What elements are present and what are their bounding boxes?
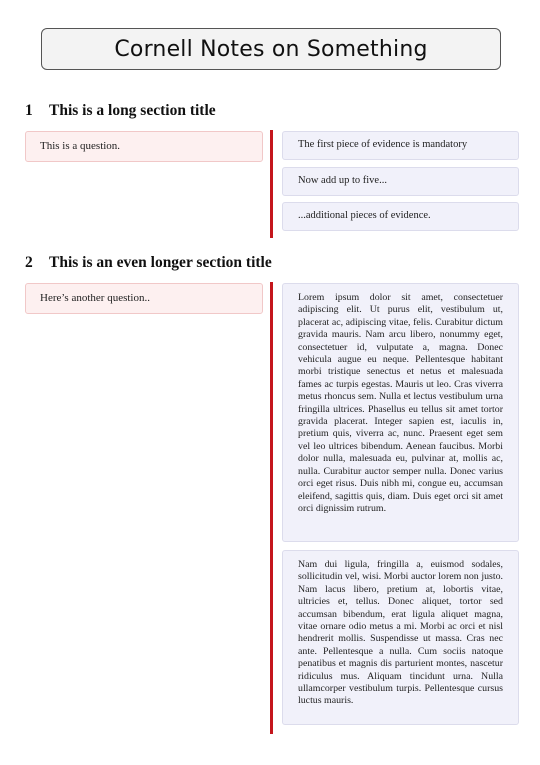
- section-title: This is a long section title: [49, 102, 216, 119]
- evidence-box: Now add up to five...: [282, 167, 519, 196]
- section-heading-1: [25, 102, 216, 120]
- evidence-paragraph: Nam dui ligula, fringilla a, euismod sodales, sollicitudin vel, wisi. Morbi auctor lorem non justo. Nam lacus libero, pretium at, lobortis vitae, ultricies et, tellus. Donec aliquet, tortor sed accumsan bibendum, erat ligula aliquet magna, vitae ornare odio metus a mi. Morbi ac orci et nisl hendrerit mollis. Suspendisse ut massa. Cras nec ante. Pellentesque a nulla. Cum sociis natoque penatibus et magnis dis parturient montes, nascetur ridiculus mus. Aliquam tincidunt urna. Nulla ullamcorper vestibulum turpis. Pellentesque cursus luctus mauris.: [282, 550, 519, 725]
- evidence-paragraph: Lorem ipsum dolor sit amet, consectetuer adipiscing elit. Ut purus elit, vestibulum ut, placerat ac, adipiscing vitae, felis. Curabitur dictum gravida mauris. Nam arcu libero, nonummy eget, consectetuer id, vulputate a, magna. Donec vehicula augue eu neque. Pellentesque habitant morbi tristique senectus et netus et malesuada fames ac turpis egestas. Mauris ut leo. Cras viverra metus rhoncus sem. Nulla et lectus vestibulum urna fringilla ultrices. Phasellus eu tellus sit amet tortor gravida placerat. Integer sapien est, iaculis in, pretium quis, viverra ac, nunc. Praesent eget sem vel leo ultrices bibendum. Aenean faucibus. Morbi dolor nulla, malesuada eu, pulvinar at, mollis ac, nulla. Curabitur auctor semper nulla. Donec varius orci eget risus. Duis nibh mi, congue eu, accumsan eleifend, sagittis quis, diam. Duis eget orci sit amet orci dignissim rutrum.: [282, 283, 519, 542]
- section-title: This is an even longer section title: [49, 254, 272, 271]
- section-number: 1: [25, 102, 33, 119]
- cornell-divider-line: [270, 282, 273, 734]
- question-box: This is a question.: [25, 131, 263, 162]
- section-heading-2: [25, 254, 272, 272]
- section-number: 2: [25, 254, 33, 271]
- evidence-box: ...additional pieces of evidence.: [282, 202, 519, 231]
- cornell-divider-line: [270, 130, 273, 238]
- question-box: Here’s another question..: [25, 283, 263, 314]
- evidence-box: The first piece of evidence is mandatory: [282, 131, 519, 160]
- document-title: Cornell Notes on Something: [41, 28, 501, 70]
